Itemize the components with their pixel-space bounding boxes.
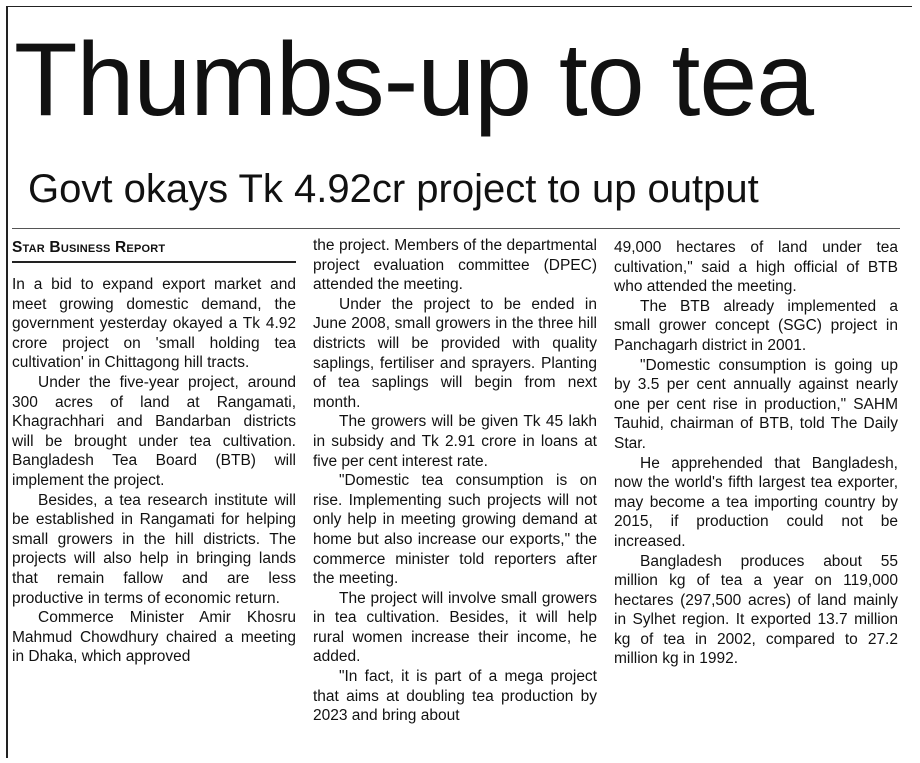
paragraph: Bangladesh produces about 55 million kg of tea a year on 119,000 hectares (297,500 acres) of land mainly in Sylhet region. It exported 13.7 million kg of tea in 2002, compared to 27.2 million kg in 1992. bbox=[614, 552, 898, 668]
paragraph: The project will involve small growers in tea cultivation. Besides, it will help rural women increase their income, he added. bbox=[313, 589, 597, 666]
paragraph: In a bid to expand export market and meet growing domestic demand, the government yesterday okayed a Tk 4.92 crore project on 'small holding tea cultivation' in Chittagong hill tracts. bbox=[12, 276, 296, 372]
article-column-2 bbox=[313, 236, 597, 726]
paragraph: Under the project to be ended in June 2008, small growers in the three hill districts will be provided with quality saplings, fertiliser and sprayers. Planting of tea saplings will begin from next month. bbox=[313, 295, 597, 411]
paragraph: The BTB already implemented a small grower concept (SGC) project in Panchagarh district in 2001. bbox=[614, 297, 898, 354]
header-divider bbox=[12, 228, 900, 229]
paragraph: 49,000 hectares of land under tea cultivation," said a high official of BTB who attended the meeting. bbox=[614, 239, 898, 296]
paragraph: Under the five-year project, around 300 acres of land at Rangamati, Khagrachhari and Bandarban districts will be brought under tea cultivation. Bangladesh Tea Board (BTB) will implement the project. bbox=[12, 373, 296, 489]
subheadline: Govt okays Tk 4.92cr project to up output bbox=[28, 167, 759, 211]
paragraph: "In fact, it is part of a mega project that aims at doubling tea production by 2023 and bring about bbox=[313, 668, 597, 725]
paragraph: "Domestic tea consumption is on rise. Implementing such projects will not only help in meeting growing demand at home but also increase our exports," the commerce minister told reporters after the meeting. bbox=[313, 472, 597, 588]
paragraph: the project. Members of the departmental project evaluation committee (DPEC) attended the meeting. bbox=[313, 237, 597, 294]
byline: Star Business Report bbox=[12, 238, 296, 263]
paragraph: "Domestic consumption is going up by 3.5 per cent annually against nearly one per cent rise in production," SAHM Tauhid, chairman of BTB, told The Daily Star. bbox=[614, 356, 898, 452]
paragraph: He apprehended that Bangladesh, now the world's fifth largest tea exporter, may become a tea importing country by 2015, if production could not be increased. bbox=[614, 454, 898, 550]
paragraph: Besides, a tea research institute will be established in Rangamati for helping small growers in the hill districts. The projects will also help in bringing lands that remain fallow and are less productive in terms of economic return. bbox=[12, 491, 296, 607]
paragraph: Commerce Minister Amir Khosru Mahmud Chowdhury chaired a meeting in Dhaka, which approved bbox=[12, 609, 296, 666]
article-column-3 bbox=[614, 238, 898, 669]
paragraph: The growers will be given Tk 45 lakh in subsidy and Tk 2.91 crore in loans at five per cent interest rate. bbox=[313, 413, 597, 470]
headline: Thumbs-up to tea bbox=[14, 22, 814, 138]
article-column-1 bbox=[12, 238, 296, 667]
